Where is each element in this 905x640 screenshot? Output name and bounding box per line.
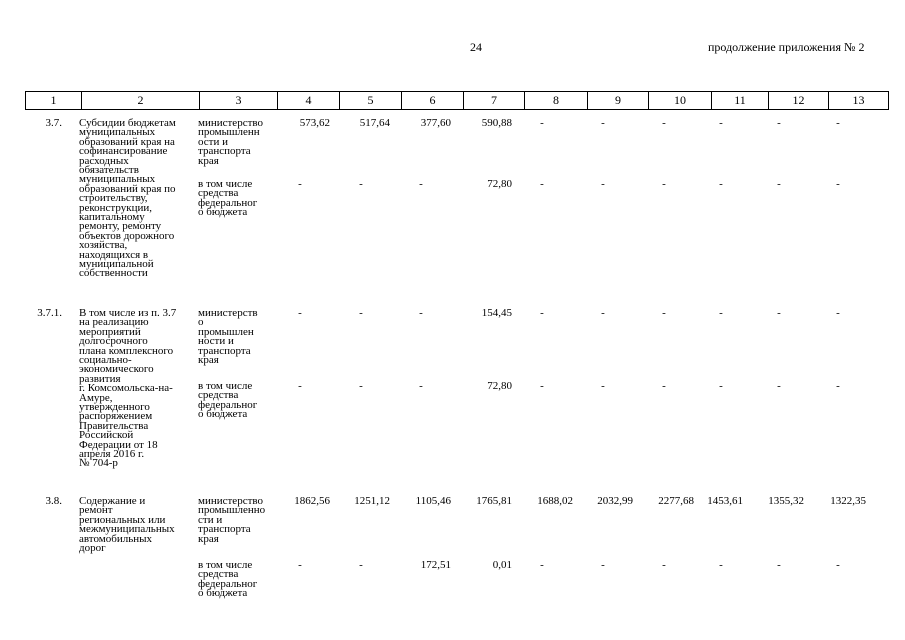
row-number: 3.7. xyxy=(45,117,62,129)
column-header-9: 9 xyxy=(588,92,649,110)
row-name-line: Правительства xyxy=(79,419,149,432)
executor-line: министерство xyxy=(198,495,264,507)
value-cell: 154,45 xyxy=(481,307,512,319)
row-name-line: строительству, xyxy=(79,192,148,205)
row-number: 3.8. xyxy=(45,495,62,507)
value-dash: - xyxy=(836,117,840,129)
row-name-line: распоряжением xyxy=(79,410,153,423)
value-cell: 590,88 xyxy=(481,117,512,129)
value-dash: - xyxy=(836,559,840,571)
value-dash: - xyxy=(777,559,781,571)
column-header-6: 6 xyxy=(402,92,464,110)
row-name-line: Российской xyxy=(79,429,134,442)
row-name-line: Субсидии бюджетам xyxy=(79,117,176,129)
row-name-line: объектов дорожного xyxy=(79,229,175,242)
value-dash: - xyxy=(419,178,423,190)
value-dash: - xyxy=(601,117,605,129)
column-header-1: 1 xyxy=(26,92,82,110)
value-dash: - xyxy=(777,307,781,319)
row-name-line: образований края на xyxy=(79,135,175,148)
row-name-line: Амуре, xyxy=(79,391,113,404)
row-name-line: муниципальной xyxy=(79,258,154,270)
value-cell: 72,80 xyxy=(487,380,512,392)
value-dash: - xyxy=(836,380,840,392)
value-dash: - xyxy=(359,559,363,571)
row-name-line: собственности xyxy=(79,267,148,280)
executor-line: в том числе xyxy=(198,380,253,392)
row-name-line: капитальному xyxy=(79,211,145,223)
executor-line: края xyxy=(198,354,219,366)
value-cell: 1688,02 xyxy=(537,495,573,507)
value-cell: 1765,81 xyxy=(476,495,512,507)
value-cell: 1355,32 xyxy=(768,495,804,507)
executor-line: федеральног xyxy=(198,196,258,209)
executor-line: федеральног xyxy=(198,577,258,590)
row-name-line: автомобильных xyxy=(79,532,152,545)
executor-line: транспорта xyxy=(198,523,251,536)
column-header-10: 10 xyxy=(649,92,712,110)
executor-line: сти и xyxy=(198,513,223,526)
value-dash: - xyxy=(719,178,723,190)
value-cell: 172,51 xyxy=(420,559,451,571)
column-header-5: 5 xyxy=(340,92,402,110)
row-name-line: дорог xyxy=(79,542,106,554)
value-dash: - xyxy=(298,380,302,392)
appendix-note: продолжение приложения № 2 xyxy=(708,40,865,54)
value-dash: - xyxy=(540,559,544,571)
executor-line: транспорта xyxy=(198,344,251,357)
value-dash: - xyxy=(662,307,666,319)
value-dash: - xyxy=(719,559,723,571)
value-dash: - xyxy=(419,380,423,392)
executor-line: в том числе xyxy=(198,178,253,190)
executor-line: средства xyxy=(198,568,239,581)
executor-line: министерство xyxy=(198,117,264,129)
value-dash: - xyxy=(540,178,544,190)
value-dash: - xyxy=(662,178,666,190)
row-name-line: находящихся в xyxy=(79,248,149,261)
executor-line: средства xyxy=(198,187,239,200)
value-dash: - xyxy=(601,307,605,319)
executor-line: промышленн xyxy=(198,126,260,139)
executor-line: промышленно xyxy=(198,504,266,517)
value-dash: - xyxy=(719,307,723,319)
value-dash: - xyxy=(359,178,363,190)
value-cell: 517,64 xyxy=(359,117,390,129)
row-name-line: образований края по xyxy=(79,182,176,195)
row-name-line: мероприятий xyxy=(79,325,141,338)
value-dash: - xyxy=(836,307,840,319)
value-dash: - xyxy=(719,380,723,392)
executor-line: о бюджета xyxy=(198,408,248,421)
value-dash: - xyxy=(540,307,544,319)
value-cell: 0,01 xyxy=(492,559,512,571)
value-cell: 1862,56 xyxy=(294,495,330,507)
executor-line: края xyxy=(198,154,219,167)
row-name-line: обязательств xyxy=(79,164,139,176)
executor-line: транспорта xyxy=(198,145,251,158)
executor-line: о бюджета xyxy=(198,587,248,600)
executor-line: в том числе xyxy=(198,559,253,571)
value-dash: - xyxy=(601,559,605,571)
row-name-line: муниципальных xyxy=(79,173,156,186)
column-header-row xyxy=(25,91,889,110)
value-dash: - xyxy=(662,117,666,129)
value-dash: - xyxy=(540,380,544,392)
value-dash: - xyxy=(662,559,666,571)
value-cell: 2277,68 xyxy=(658,495,694,507)
value-dash: - xyxy=(359,380,363,392)
value-cell: 573,62 xyxy=(299,117,330,129)
row-number: 3.7.1. xyxy=(37,307,62,319)
row-name-line: реконструкции, xyxy=(79,201,152,214)
value-cell: 1251,12 xyxy=(354,495,390,507)
column-header-4: 4 xyxy=(278,92,340,110)
row-name-line: ремонт xyxy=(79,504,113,517)
column-header-13: 13 xyxy=(829,92,889,110)
row-name-line: апреля 2016 г. xyxy=(79,448,145,460)
executor-line: о бюджета xyxy=(198,206,248,219)
executor-line: о xyxy=(198,316,204,329)
row-name-line: региональных или xyxy=(79,513,166,526)
value-dash: - xyxy=(719,117,723,129)
row-name-line: софинансирование xyxy=(79,145,168,158)
row-name-line: Федерации от 18 xyxy=(79,438,158,451)
executor-line: федеральног xyxy=(198,398,258,411)
executor-line: средства xyxy=(198,389,239,402)
row-name-line: экономического xyxy=(79,363,154,376)
row-name-line: на реализацию xyxy=(79,316,149,329)
executor-line: края xyxy=(198,532,219,545)
value-dash: - xyxy=(419,307,423,319)
row-name-line: г. Комсомольска-на- xyxy=(79,382,173,395)
column-header-8: 8 xyxy=(525,92,588,110)
column-header-11: 11 xyxy=(712,92,769,110)
executor-line: ности и xyxy=(198,335,234,348)
row-name-line: ремонту, ремонту xyxy=(79,220,162,233)
value-dash: - xyxy=(298,559,302,571)
value-dash: - xyxy=(540,117,544,129)
row-name-line: развития xyxy=(79,372,121,385)
row-name-line: плана комплексного xyxy=(79,344,174,357)
value-dash: - xyxy=(298,178,302,190)
row-name-line: № 704-р xyxy=(79,457,118,470)
value-dash: - xyxy=(359,307,363,319)
row-name-line: долгосрочного xyxy=(79,335,148,348)
column-header-3: 3 xyxy=(200,92,278,110)
row-name-line: социально- xyxy=(79,354,132,366)
column-header-2: 2 xyxy=(82,92,200,110)
row-name-line: муниципальных xyxy=(79,126,156,139)
value-cell: 72,80 xyxy=(487,178,512,190)
value-cell: 2032,99 xyxy=(597,495,633,507)
row-name-line: В том числе из п. 3.7 xyxy=(79,307,177,319)
row-name-line: утвержденного xyxy=(79,401,150,413)
executor-line: промышлен xyxy=(198,325,254,338)
row-name-line: хозяйства, xyxy=(79,239,128,252)
value-cell: 1453,61 xyxy=(707,495,743,507)
value-dash: - xyxy=(777,178,781,190)
value-cell: 1322,35 xyxy=(830,495,866,507)
column-header-12: 12 xyxy=(769,92,829,110)
executor-line: ости и xyxy=(198,135,228,148)
value-dash: - xyxy=(777,380,781,392)
row-name-line: расходных xyxy=(79,154,129,167)
row-name-line: межмуниципальных xyxy=(79,523,175,536)
value-dash: - xyxy=(662,380,666,392)
value-cell: 377,60 xyxy=(420,117,451,129)
column-header-7: 7 xyxy=(464,92,525,110)
value-dash: - xyxy=(601,178,605,190)
executor-line: министерств xyxy=(198,307,258,319)
value-cell: 1105,46 xyxy=(415,495,451,507)
page-number: 24 xyxy=(470,40,482,54)
value-dash: - xyxy=(601,380,605,392)
row-name-line: Содержание и xyxy=(79,495,146,507)
value-dash: - xyxy=(777,117,781,129)
value-dash: - xyxy=(298,307,302,319)
value-dash: - xyxy=(836,178,840,190)
